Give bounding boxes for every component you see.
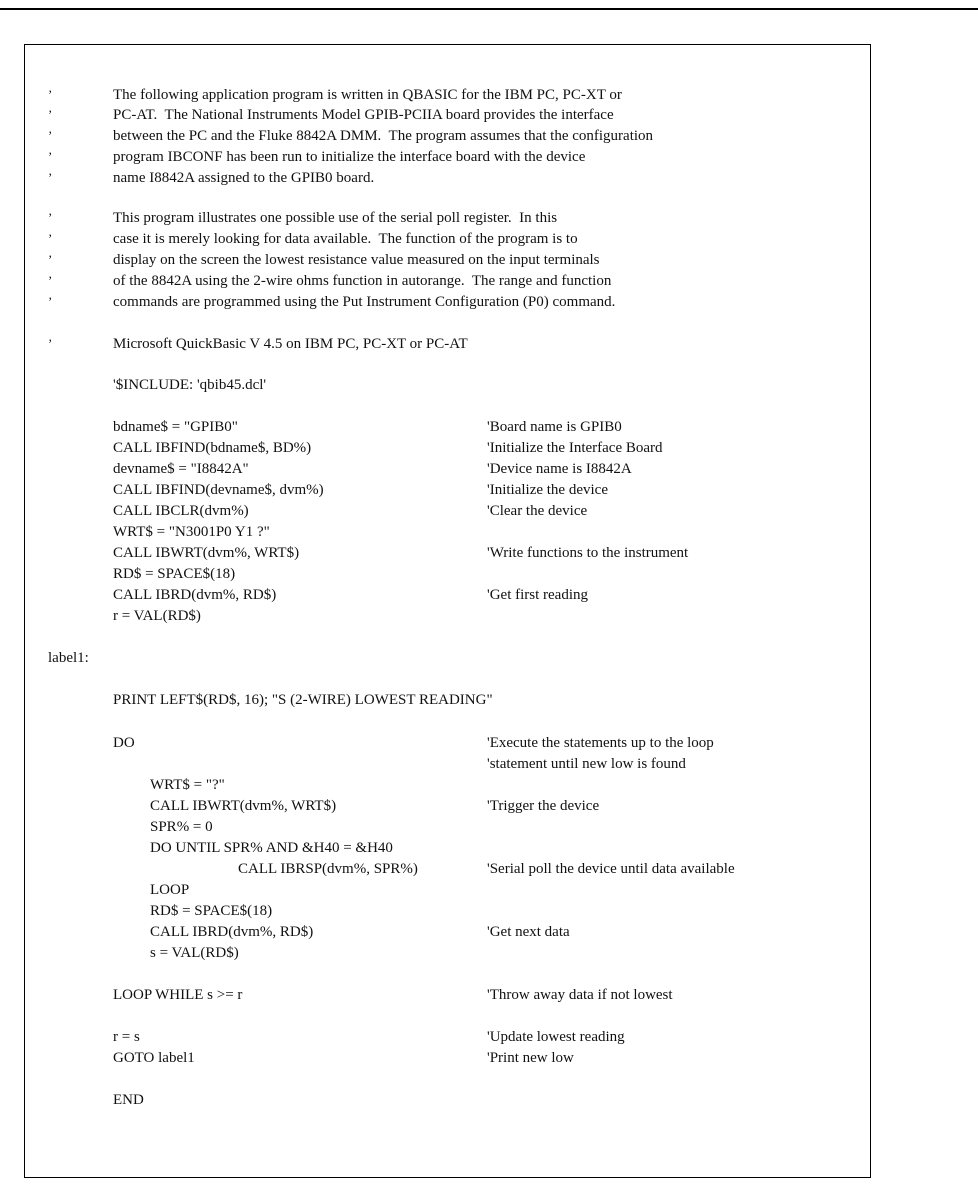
- comment-tick: ’: [48, 107, 53, 122]
- top-rule: [0, 8, 978, 10]
- code-line: DO: [113, 735, 135, 751]
- intro-line: program IBCONF has been run to initialize the interface board with the device: [113, 149, 586, 165]
- platform-note: Microsoft QuickBasic V 4.5 on IBM PC, PC-XT or PC-AT: [113, 336, 468, 352]
- comment-tick: ’: [48, 294, 53, 309]
- code-line: DO UNTIL SPR% AND &H40 = &H40: [150, 840, 393, 856]
- code-line: END: [113, 1092, 144, 1108]
- comment-tick: ’: [48, 128, 53, 143]
- comment-tick: ’: [48, 149, 53, 164]
- code-line: r = s: [113, 1029, 140, 1045]
- comment-tick: ’: [48, 170, 53, 185]
- code-line: CALL IBRD(dvm%, RD$): [150, 924, 314, 940]
- code-comment: 'Trigger the device: [487, 798, 600, 814]
- code-comment: 'Initialize the Interface Board: [487, 440, 663, 456]
- code-line: RD$ = SPACE$(18): [150, 903, 273, 919]
- comment-tick: ’: [48, 273, 53, 288]
- code-line: LOOP WHILE s >= r: [113, 987, 243, 1003]
- comment-tick: ’: [48, 231, 53, 246]
- code-comment: 'Initialize the device: [487, 482, 608, 498]
- comment-tick: ’: [48, 336, 53, 351]
- comment-tick: ’: [48, 87, 53, 102]
- include-directive: '$INCLUDE: 'qbib45.dcl': [113, 377, 267, 393]
- code-comment: 'Get first reading: [487, 587, 589, 603]
- code-comment: 'Clear the device: [487, 503, 588, 519]
- comment-tick: ’: [48, 210, 53, 225]
- code-comment: 'Get next data: [487, 924, 570, 940]
- intro-line: PC-AT. The National Instruments Model GPIB-PCIIA board provides the interface: [113, 107, 614, 123]
- code-comment: 'Execute the statements up to the loop: [487, 735, 714, 751]
- code-comment: 'Write functions to the instrument: [487, 545, 689, 561]
- code-line: bdname$ = "GPIB0": [113, 419, 238, 435]
- description-line: display on the screen the lowest resistance value measured on the input terminals: [113, 252, 600, 268]
- code-line: CALL IBWRT(dvm%, WRT$): [150, 798, 337, 814]
- code-comment: 'Board name is GPIB0: [487, 419, 622, 435]
- code-line: RD$ = SPACE$(18): [113, 566, 236, 582]
- code-line: WRT$ = "N3001P0 Y1 ?": [113, 524, 270, 540]
- code-line: CALL IBRSP(dvm%, SPR%): [238, 861, 418, 877]
- code-line: devname$ = "I8842A": [113, 461, 249, 477]
- intro-line: The following application program is written in QBASIC for the IBM PC, PC-XT or: [113, 87, 622, 103]
- code-line: CALL IBRD(dvm%, RD$): [113, 587, 277, 603]
- code-line: SPR% = 0: [150, 819, 213, 835]
- code-comment: 'Serial poll the device until data available: [487, 861, 735, 877]
- comment-tick: ’: [48, 252, 53, 267]
- intro-line: name I8842A assigned to the GPIB0 board.: [113, 170, 375, 186]
- code-line: LOOP: [150, 882, 190, 898]
- code-line: r = VAL(RD$): [113, 608, 201, 624]
- code-comment: 'statement until new low is found: [487, 756, 686, 772]
- code-comment: 'Print new low: [487, 1050, 574, 1066]
- code-line: WRT$ = "?": [150, 777, 225, 793]
- code-line: CALL IBWRT(dvm%, WRT$): [113, 545, 300, 561]
- description-line: This program illustrates one possible use of the serial poll register. In this: [113, 210, 558, 226]
- code-line: PRINT LEFT$(RD$, 16); "S (2-WIRE) LOWEST READING": [113, 692, 493, 708]
- code-line: CALL IBCLR(dvm%): [113, 503, 249, 519]
- code-comment: 'Device name is I8842A: [487, 461, 632, 477]
- code-line: CALL IBFIND(devname$, dvm%): [113, 482, 324, 498]
- code-line: GOTO label1: [113, 1050, 195, 1066]
- code-label: label1:: [48, 650, 89, 666]
- description-line: of the 8842A using the 2-wire ohms function in autorange. The range and function: [113, 273, 612, 289]
- description-line: commands are programmed using the Put Instrument Configuration (P0) command.: [113, 294, 616, 310]
- code-line: CALL IBFIND(bdname$, BD%): [113, 440, 312, 456]
- code-line: s = VAL(RD$): [150, 945, 239, 961]
- code-comment: 'Throw away data if not lowest: [487, 987, 673, 1003]
- description-line: case it is merely looking for data available. The function of the program is to: [113, 231, 578, 247]
- code-comment: 'Update lowest reading: [487, 1029, 625, 1045]
- intro-line: between the PC and the Fluke 8842A DMM. The program assumes that the configuration: [113, 128, 654, 144]
